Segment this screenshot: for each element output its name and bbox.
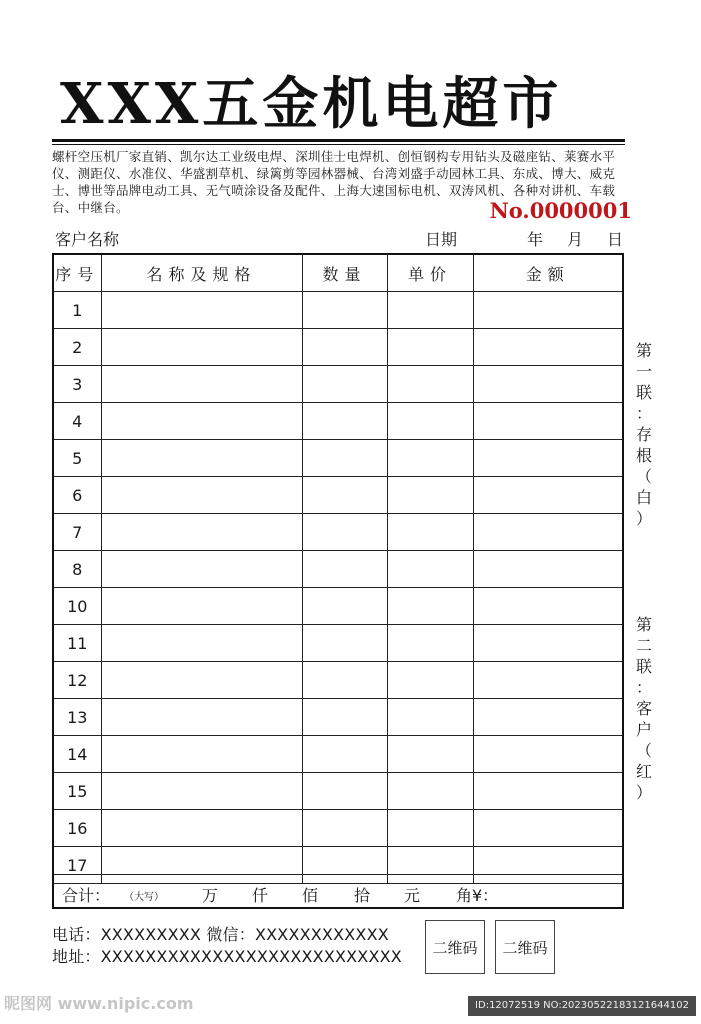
unit-yuan: 元 — [404, 886, 421, 905]
table-row — [54, 736, 622, 773]
row-name-spec[interactable] — [101, 366, 302, 403]
row-quantity[interactable] — [302, 403, 387, 440]
unit-jiao-yen: 角¥： — [456, 886, 499, 905]
unit-shi: 拾 — [354, 886, 371, 905]
address-value: XXXXXXXXXXXXXXXXXXXXXXXXXXX — [100, 947, 402, 966]
day-label: 日 — [607, 230, 624, 249]
copy1-char: 白 — [635, 488, 652, 507]
customer-name-label: 客户名称 — [55, 230, 120, 249]
copy1-char: ： — [635, 404, 652, 423]
copy1-char: 存 — [635, 425, 652, 444]
row-name-spec[interactable] — [101, 773, 302, 810]
col-header-name-spec: 名称及规格 — [101, 255, 302, 292]
row-quantity[interactable] — [302, 477, 387, 514]
row-amount[interactable] — [473, 551, 622, 588]
row-unit-price[interactable] — [387, 773, 473, 810]
row-amount[interactable] — [473, 773, 622, 810]
table-row — [54, 477, 622, 514]
row-amount[interactable] — [473, 810, 622, 847]
row-quantity[interactable] — [302, 773, 387, 810]
table-row — [54, 551, 622, 588]
row-amount[interactable] — [473, 440, 622, 477]
phone-value: XXXXXXXXX — [100, 925, 202, 944]
row-name-spec[interactable] — [101, 588, 302, 625]
row-name-spec[interactable] — [101, 736, 302, 773]
table-row — [54, 662, 622, 699]
row-unit-price[interactable] — [387, 403, 473, 440]
row-name-spec[interactable] — [101, 662, 302, 699]
col-header-amount: 金额 — [473, 255, 622, 292]
row-quantity[interactable] — [302, 699, 387, 736]
row-quantity[interactable] — [302, 292, 387, 329]
title-rule-thin — [52, 144, 625, 145]
table-row — [54, 773, 622, 810]
year-label: 年 — [527, 230, 544, 249]
row-name-spec[interactable] — [101, 403, 302, 440]
table-row — [54, 588, 622, 625]
row-amount[interactable] — [473, 329, 622, 366]
row-quantity[interactable] — [302, 588, 387, 625]
copy2-char: 户 — [635, 720, 652, 739]
row-unit-price[interactable] — [387, 699, 473, 736]
row-amount[interactable] — [473, 366, 622, 403]
row-index: 1 — [54, 292, 101, 329]
row-amount[interactable] — [473, 699, 622, 736]
table-row — [54, 329, 622, 366]
row-name-spec[interactable] — [101, 810, 302, 847]
title-rule-thick — [52, 139, 625, 142]
address-line — [52, 944, 402, 967]
phone-label: 电话： — [52, 925, 101, 944]
row-unit-price[interactable] — [387, 588, 473, 625]
copy2-note — [632, 614, 656, 803]
row-amount[interactable] — [473, 736, 622, 773]
uppercase-note: （大写） — [124, 892, 164, 903]
row-amount[interactable] — [473, 292, 622, 329]
row-name-spec[interactable] — [101, 477, 302, 514]
table-row — [54, 699, 622, 736]
row-index: 6 — [54, 477, 101, 514]
copy1-char: ） — [635, 509, 652, 528]
row-amount[interactable] — [473, 477, 622, 514]
row-index: 17 — [54, 847, 101, 884]
row-quantity[interactable] — [302, 625, 387, 662]
row-index: 4 — [54, 403, 101, 440]
table-row — [54, 810, 622, 847]
row-index: 12 — [54, 662, 101, 699]
row-amount[interactable] — [473, 588, 622, 625]
total-label: 合计： — [62, 886, 111, 905]
row-amount[interactable] — [473, 662, 622, 699]
row-index: 11 — [54, 625, 101, 662]
row-quantity[interactable] — [302, 440, 387, 477]
table-row — [54, 403, 622, 440]
row-quantity[interactable] — [302, 551, 387, 588]
row-index: 5 — [54, 440, 101, 477]
col-header-quantity: 数量 — [302, 255, 387, 292]
row-quantity[interactable] — [302, 810, 387, 847]
serial-number: No.0000001 — [489, 198, 632, 223]
copy1-note — [632, 340, 656, 529]
copy2-char: 红 — [635, 762, 652, 781]
row-unit-price[interactable] — [387, 440, 473, 477]
copy1-char: 联 — [635, 383, 652, 402]
row-quantity[interactable] — [302, 736, 387, 773]
watermark-site: 昵图网 www.nipic.com — [4, 994, 194, 1013]
row-index: 16 — [54, 810, 101, 847]
row-unit-price[interactable] — [387, 292, 473, 329]
items-table — [54, 255, 622, 884]
wechat-label: 微信： — [206, 925, 255, 944]
row-quantity[interactable] — [302, 329, 387, 366]
row-quantity[interactable] — [302, 662, 387, 699]
row-unit-price[interactable] — [387, 329, 473, 366]
table-row — [54, 366, 622, 403]
unit-bai: 佰 — [302, 886, 319, 905]
row-index: 14 — [54, 736, 101, 773]
table-row — [54, 440, 622, 477]
address-label: 地址： — [52, 947, 101, 966]
unit-qian: 仟 — [252, 886, 269, 905]
copy2-char: 第 — [635, 615, 652, 634]
table-row — [54, 625, 622, 662]
row-unit-price[interactable] — [387, 662, 473, 699]
row-quantity[interactable] — [302, 366, 387, 403]
shop-title: XXX五金机电超市 — [60, 71, 563, 137]
col-header-index: 序号 — [54, 255, 101, 292]
row-name-spec[interactable] — [101, 625, 302, 662]
row-index: 3 — [54, 366, 101, 403]
qr-code-box-2: 二维码 — [495, 920, 555, 974]
qr-code-box-1: 二维码 — [425, 920, 485, 974]
row-unit-price[interactable] — [387, 514, 473, 551]
table-header-row — [54, 255, 622, 292]
business-description: 螺杆空压机厂家直销、凯尔达工业级电焊、深圳佳士电焊机、创恒钢构专用钻头及磁座钻、莱赛水平仪、测距仪、水准仪、华盛割草机、绿篱剪等园林器械、台湾刘盛手动园林工具、东成、博大、威克士、博世等品牌电动工具、无气喷涂设备及配件、上海大速国标电机、双涛风机、各种对讲机、车载台、中继台。 — [52, 149, 616, 215]
row-name-spec[interactable] — [101, 329, 302, 366]
row-index: 10 — [54, 588, 101, 625]
row-index: 13 — [54, 699, 101, 736]
row-amount[interactable] — [473, 514, 622, 551]
row-index: 2 — [54, 329, 101, 366]
row-name-spec[interactable] — [101, 551, 302, 588]
date-label: 日期 — [425, 230, 458, 249]
row-unit-price[interactable] — [387, 551, 473, 588]
copy1-char: （ — [635, 467, 652, 486]
unit-wan: 万 — [202, 886, 219, 905]
copy2-char: ） — [635, 783, 652, 802]
copy2-char: 客 — [635, 699, 652, 718]
copy2-char: 二 — [635, 636, 652, 655]
copy2-char: （ — [635, 741, 652, 760]
col-header-unit-price: 单价 — [387, 255, 473, 292]
row-unit-price[interactable] — [387, 625, 473, 662]
row-unit-price[interactable] — [387, 366, 473, 403]
row-name-spec[interactable] — [101, 699, 302, 736]
copy1-char: 根 — [635, 446, 652, 465]
copy1-char: 第 — [635, 341, 652, 360]
row-unit-price[interactable] — [387, 477, 473, 514]
watermark-id: ID:12072519 NO:20230522183121644102 — [468, 996, 696, 1016]
wechat-value: XXXXXXXXXXXX — [254, 925, 389, 944]
row-index: 15 — [54, 773, 101, 810]
row-name-spec[interactable] — [101, 440, 302, 477]
table-row — [54, 514, 622, 551]
row-amount[interactable] — [473, 403, 622, 440]
row-amount[interactable] — [473, 625, 622, 662]
row-name-spec[interactable] — [101, 514, 302, 551]
copy2-char: ： — [635, 678, 652, 697]
row-unit-price[interactable] — [387, 736, 473, 773]
invoice-sheet — [52, 253, 624, 909]
phone-line — [52, 922, 389, 945]
total-row — [54, 874, 622, 908]
table-row — [54, 292, 622, 329]
row-name-spec[interactable] — [101, 292, 302, 329]
copy2-char: 联 — [635, 657, 652, 676]
row-index: 7 — [54, 514, 101, 551]
copy1-char: 一 — [635, 362, 652, 381]
row-index: 8 — [54, 551, 101, 588]
month-label: 月 — [567, 230, 584, 249]
row-quantity[interactable] — [302, 514, 387, 551]
row-unit-price[interactable] — [387, 810, 473, 847]
